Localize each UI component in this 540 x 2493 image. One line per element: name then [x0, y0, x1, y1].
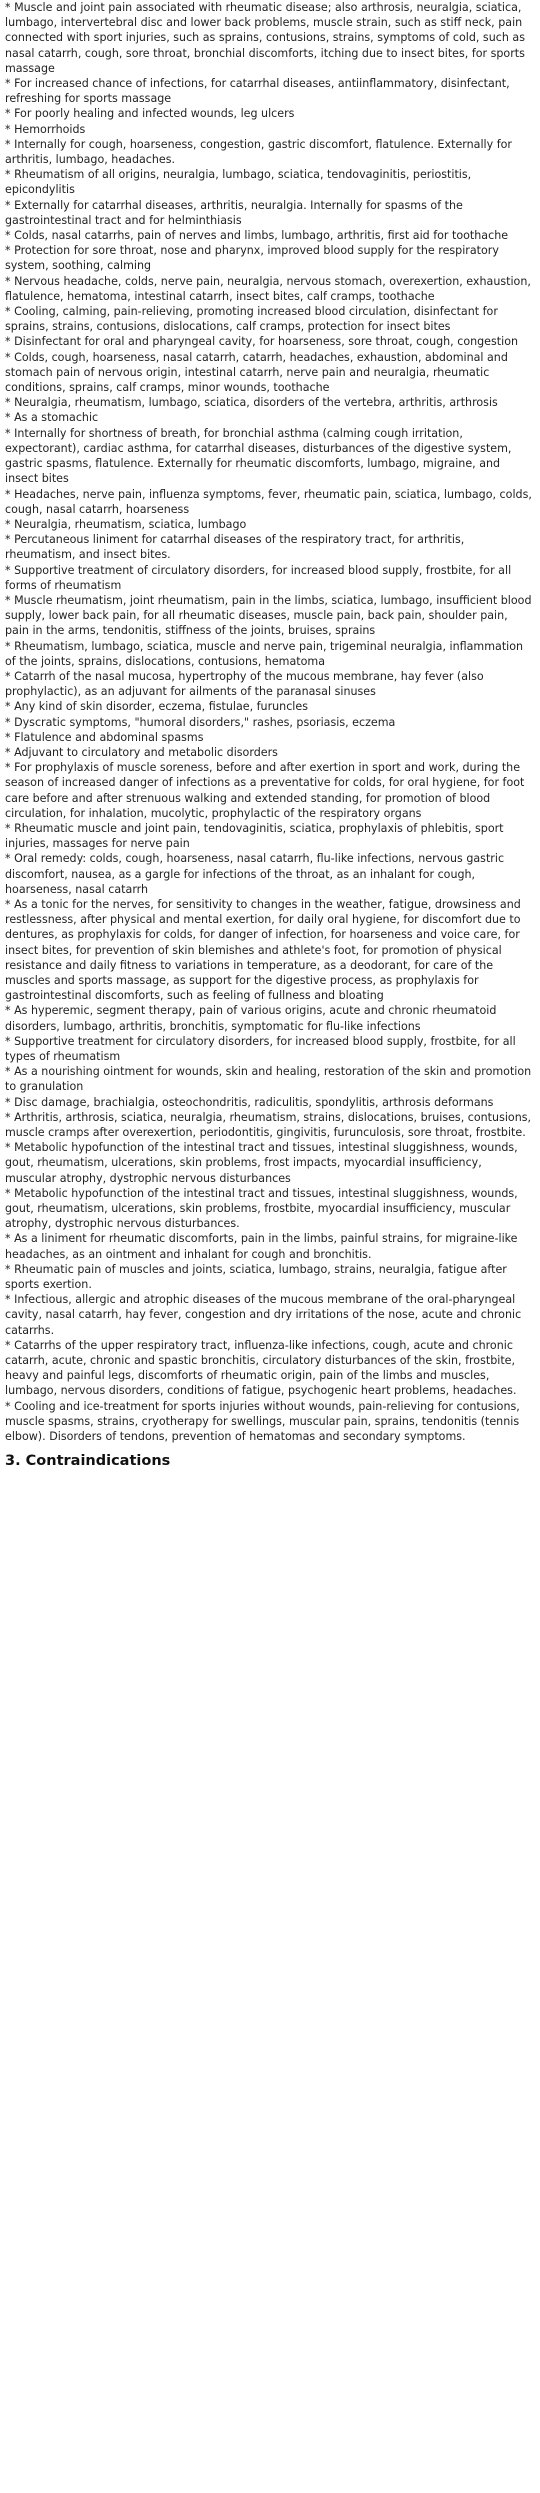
indication-item: * Disinfectant for oral and pharyngeal cavity, for hoarseness, sore throat, cough, congestion: [5, 335, 519, 349]
indication-item: * Cooling and ice-treatment for sports injuries without wounds, pain-relieving for contusions, muscle spasms, strains, cryotherapy for swellings, muscular pain, sprains, tendonitis (tennis elbow). Disorders of tendons, prevention of hematomas and secondary symptoms.: [5, 1399, 520, 1444]
indication-item: * Rheumatic muscle and joint pain, tendovaginitis, sciatica, prophylaxis of phlebitis, sport injuries, massages for nerve pain: [5, 821, 504, 851]
indication-item: * Percutaneous liniment for catarrhal diseases of the respiratory tract, for arthritis, rheumatism, and insect bites.: [5, 533, 465, 562]
indication-item: * As a stomachic: [5, 411, 99, 425]
indication-item: * Rheumatism of all origins, neuralgia, lumbago, sciatica, tendovaginitis, periostitis, epicondylitis: [5, 168, 472, 197]
indication-item: * Internally for shortness of breath, for bronchial asthma (calming cough irritation, expectorant), cardiac asthma, for catarrhal diseases, disturbances of the digestive system, gastric spasms, flatulence. Externally for rheumatic discomforts, lumbago, migraine, and insect bites: [5, 426, 512, 486]
indication-item: * Hemorrhoids: [5, 122, 86, 136]
indication-item: * Colds, cough, hoarseness, nasal catarrh, catarrh, headaches, exhaustion, abdominal and stomach pain of nervous origin, intestinal catarrh, nerve pain and neuralgia, rheumatic conditions, sprains, calf cramps, minor wounds, toothache: [5, 350, 508, 395]
indication-item: * Disc damage, brachialgia, osteochondritis, radiculitis, spondylitis, arthrosis deformans: [5, 1095, 494, 1109]
indication-item: * For prophylaxis of muscle soreness, before and after exertion in sport and work, during the season of increased danger of infections as a preventative for colds, for oral hygiene, for foot care before and after strenuous walking and extended standing, for promotion of blood circulation, for inhalation, mucolytic, prophylactic of the respiratory organs: [5, 761, 525, 820]
indication-item: * As a tonic for the nerves, for sensitivity to changes in the weather, fatigue, drowsiness and restlessness, after physical and mental exertion, for daily oral hygiene, for discomfort due to dentures, as prophylaxis for colds, for danger of infection, for hoarseness and voice care, for insect bites, for prevention of skin blemishes and athlete's foot, for promotion of physical resistance and daily fitness to variations in temperature, as a deodorant, for care of the muscles and sports massage, as support for the digestive process, as prophylaxis for gastrointestinal discomforts, such as feeling of fullness and bloating: [5, 897, 521, 1003]
indication-item: * Internally for cough, hoarseness, congestion, gastric discomfort, flatulence. Externally for arthritis, lumbago, headaches.: [5, 137, 512, 167]
indication-item: * Muscle and joint pain associated with rheumatic disease; also arthrosis, neuralgia, sciatica, lumbago, intervertebral disc and lower back problems, muscle strain, such as stiff neck, pain connected with sport injuries, such as sprains, contusions, strains, symptoms of cold, such as nasal catarrh, cough, sore throat, bronchial discomforts, itching due to insect bites, for sports massage: [5, 1, 525, 75]
indication-item: * Dyscratic symptoms, "humoral disorders," rashes, psoriasis, eczema: [5, 715, 396, 729]
indication-item: * Rheumatism, lumbago, sciatica, muscle and nerve pain, trigeminal neuralgia, inflammation of the joints, sprains, dislocations, contusions, hematoma: [5, 639, 524, 668]
indications-list: [5, 0, 535, 1444]
indication-item: * Colds, nasal catarrhs, pain of nerves and limbs, lumbago, arthritis, first aid for toothache: [5, 229, 509, 243]
indication-item: * Flatulence and abdominal spasms: [5, 730, 204, 744]
indication-item: * Muscle rheumatism, joint rheumatism, pain in the limbs, sciatica, lumbago, insufficient blood supply, lower back pain, for all rheumatic diseases, muscle pain, back pain, shoulder pain, pain in the arms, tendonitis, stiffness of the joints, bruises, sprains: [5, 593, 532, 638]
indication-item: * Arthritis, arthrosis, sciatica, neuralgia, rheumatism, strains, dislocations, bruises, contusions, muscle cramps after overexertion, periodontitis, gingivitis, furunculosis, sore throat, frostbite.: [5, 1110, 532, 1140]
indication-item: * Externally for catarrhal diseases, arthritis, neuralgia. Internally for spasms of the gastrointestinal tract and for helminthiasis: [5, 198, 463, 227]
indication-item: * Catarrhs of the upper respiratory tract, influenza-like infections, cough, acute and chronic catarrh, acute, chronic and spastic bronchitis, circulatory disturbances of the skin, frostbite, heavy and painful legs, discomforts of rheumatic origin, pain of the limbs and muscles, lumbago, nervous disorders, conditions of fatigue, psychogenic heart problems, headaches.: [5, 1338, 517, 1398]
indication-item: * Metabolic hypofunction of the intestinal tract and tissues, intestinal sluggishness, wounds, gout, rheumatism, ulcerations, skin problems, frost impacts, myocardial insufficiency, muscular atrophy, dystrophic nervous disturbances: [5, 1141, 518, 1185]
section-heading: 3. Contraindications: [5, 1453, 171, 1470]
indication-item: * Metabolic hypofunction of the intestinal tract and tissues, intestinal sluggishness, wounds, gout, rheumatism, ulcerations, skin problems, frostbite, myocardial insufficiency, muscular atrophy, dystrophic nervous disturbances.: [5, 1186, 518, 1231]
indication-item: * For poorly healing and infected wounds, leg ulcers: [5, 107, 295, 121]
indication-item: * As a liniment for rheumatic discomforts, pain in the limbs, painful strains, for migraine-like headaches, as an ointment and inhalant for cough and bronchitis.: [5, 1232, 518, 1261]
indication-item: * Neuralgia, rheumatism, sciatica, lumbago: [5, 517, 247, 531]
indication-item: * Any kind of skin disorder, eczema, fistulae, furuncles: [5, 700, 308, 714]
indication-item: * Adjuvant to circulatory and metabolic disorders: [5, 745, 278, 759]
indication-item: * Neuralgia, rheumatism, lumbago, sciatica, disorders of the vertebra, arthritis, arthrosis: [5, 396, 498, 410]
indication-item: * Supportive treatment for circulatory disorders, for increased blood supply, frostbite, for all types of rheumatism: [5, 1034, 516, 1064]
indication-item: * Nervous headache, colds, nerve pain, neuralgia, nervous stomach, overexertion, exhaustion, flatulence, hematoma, intestinal catarrh, insect bites, calf cramps, toothache: [5, 274, 531, 303]
indication-item: * Supportive treatment of circulatory disorders, for increased blood supply, frostbite, for all forms of rheumatism: [5, 563, 512, 592]
indication-item: * Catarrh of the nasal mucosa, hypertrophy of the mucous membrane, hay fever (also prophylactic), as an adjuvant for ailments of the paranasal sinuses: [5, 669, 484, 699]
indication-item: * Cooling, calming, pain-relieving, promoting increased blood circulation, disinfectant for sprains, strains, contusions, dislocations, calf cramps, protection for insect bites: [5, 305, 498, 334]
indication-item: * Headaches, nerve pain, influenza symptoms, fever, rheumatic pain, sciatica, lumbago, colds, cough, nasal catarrh, hoarseness: [5, 487, 532, 516]
indication-item: * For increased chance of infections, for catarrhal diseases, antiinflammatory, disinfectant, refreshing for sports massage: [5, 77, 510, 106]
indication-item: * Protection for sore throat, nose and pharynx, improved blood supply for the respiratory system, soothing, calming: [5, 244, 499, 273]
indication-item: * Rheumatic pain of muscles and joints, sciatica, lumbago, strains, neuralgia, fatigue after sports exertion.: [5, 1262, 507, 1292]
indication-item: * As hyperemic, segment therapy, pain of various origins, acute and chronic rheumatoid disorders, lumbago, arthritis, bronchitis, symptomatic for flu-like infections: [5, 1004, 497, 1033]
indication-item: * As a nourishing ointment for wounds, skin and healing, restoration of the skin and promotion to granulation: [5, 1065, 532, 1094]
indication-item: * Oral remedy: colds, cough, hoarseness, nasal catarrh, flu-like infections, nervous gastric discomfort, nausea, as a gargle for infections of the throat, as an inhalant for cough, hoarseness, nasal catarrh: [5, 852, 505, 896]
indication-item: * Infectious, allergic and atrophic diseases of the mucous membrane of the oral-pharyngeal cavity, nasal catarrh, hay fever, congestion and dry irritations of the nose, acute and chronic catarrhs.: [5, 1293, 522, 1337]
